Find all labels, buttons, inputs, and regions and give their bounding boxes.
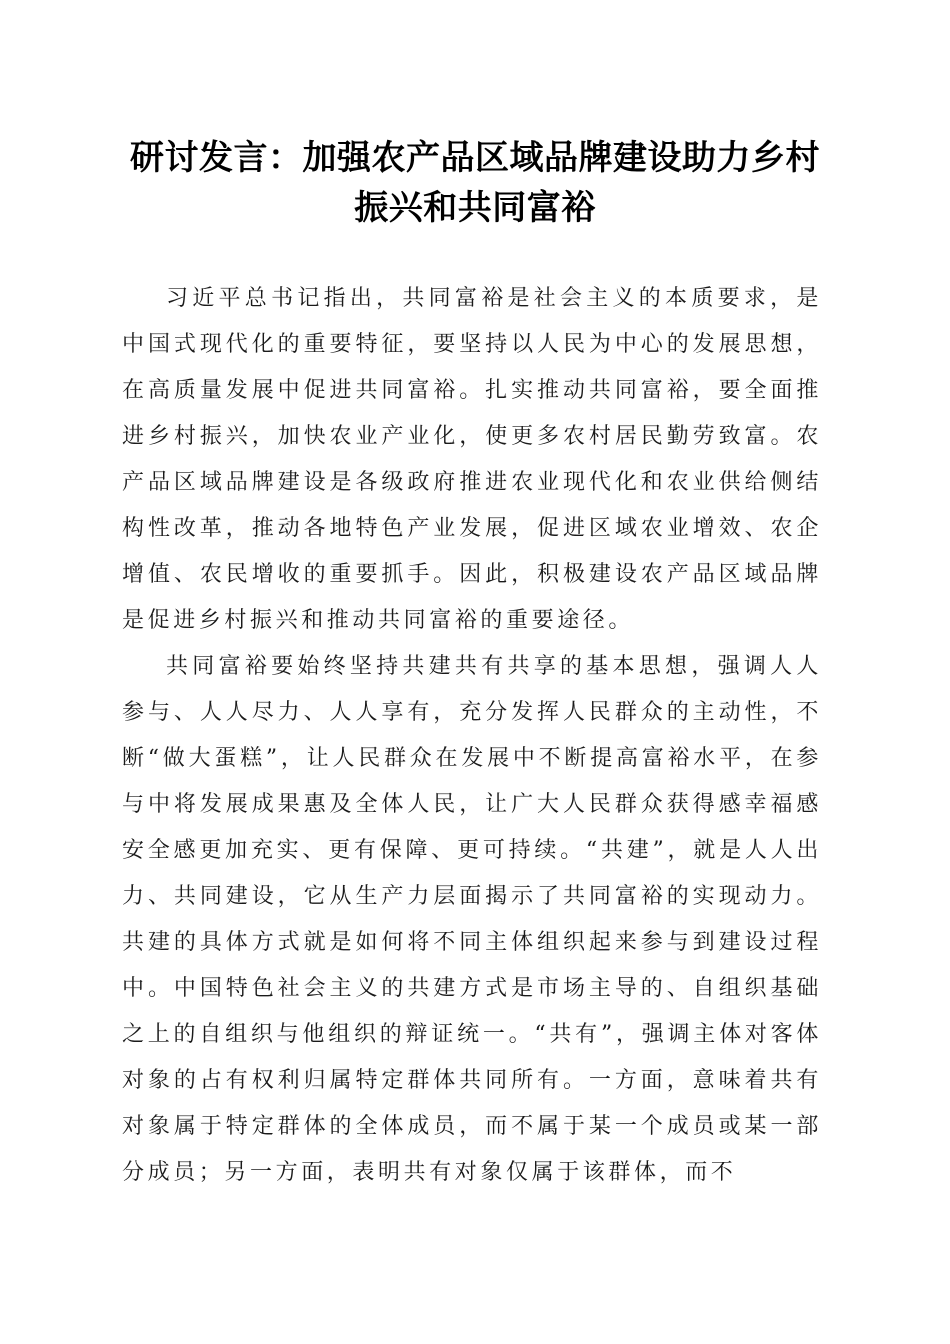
document-title (100, 133, 850, 233)
paragraph-1: 习近平总书记指出，共同富裕是社会主义的本质要求，是中国式现代化的重要特征，要坚持以人民为中心的发展思想，在高质量发展中促进共同富裕。扎实推动共同富裕，要全面推进乡村振兴，加快农业产业化，使更多农村居民勤劳致富。农产品区域品牌建设是各级政府推进农业现代化和农业供给侧结构性改革，推动各地特色产业发展，促进区域农业增效、农企增值、农民增收的重要抓手。因此，积极建设农产品区域品牌是促进乡村振兴和推动共同富裕的重要途径。 (122, 286, 822, 633)
document-body (122, 276, 822, 1196)
title-line-1: 研讨发言：加强农产品区域品牌建设助力乡村 (130, 138, 820, 178)
title-line-2: 振兴和共同富裕 (354, 188, 596, 228)
paragraph-2: 共同富裕要始终坚持共建共有共享的基本思想，强调人人参与、人人尽力、人人享有，充分发挥人民群众的主动性，不断“做大蛋糕”，让人民群众在发展中不断提高富裕水平，在参与中将发展成果惠及全体人民，让广大人民群众获得感幸福感安全感更加充实、更有保障、更可持续。“共建”，就是人人出力、共同建设，它从生产力层面揭示了共同富裕的实现动力。共建的具体方式就是如何将不同主体组织起来参与到建设过程中。中国特色社会主义的共建方式是市场主导的、自组织基础之上的自组织与他组织的辩证统一。“共有”，强调主体对客体对象的占有权利归属特定群体共同所有。一方面，意味着共有对象属于特定群体的全体成员，而不属于某一个成员或某一部分成员；另一方面，表明共有对象仅属于该群体，而不 (122, 654, 822, 1185)
